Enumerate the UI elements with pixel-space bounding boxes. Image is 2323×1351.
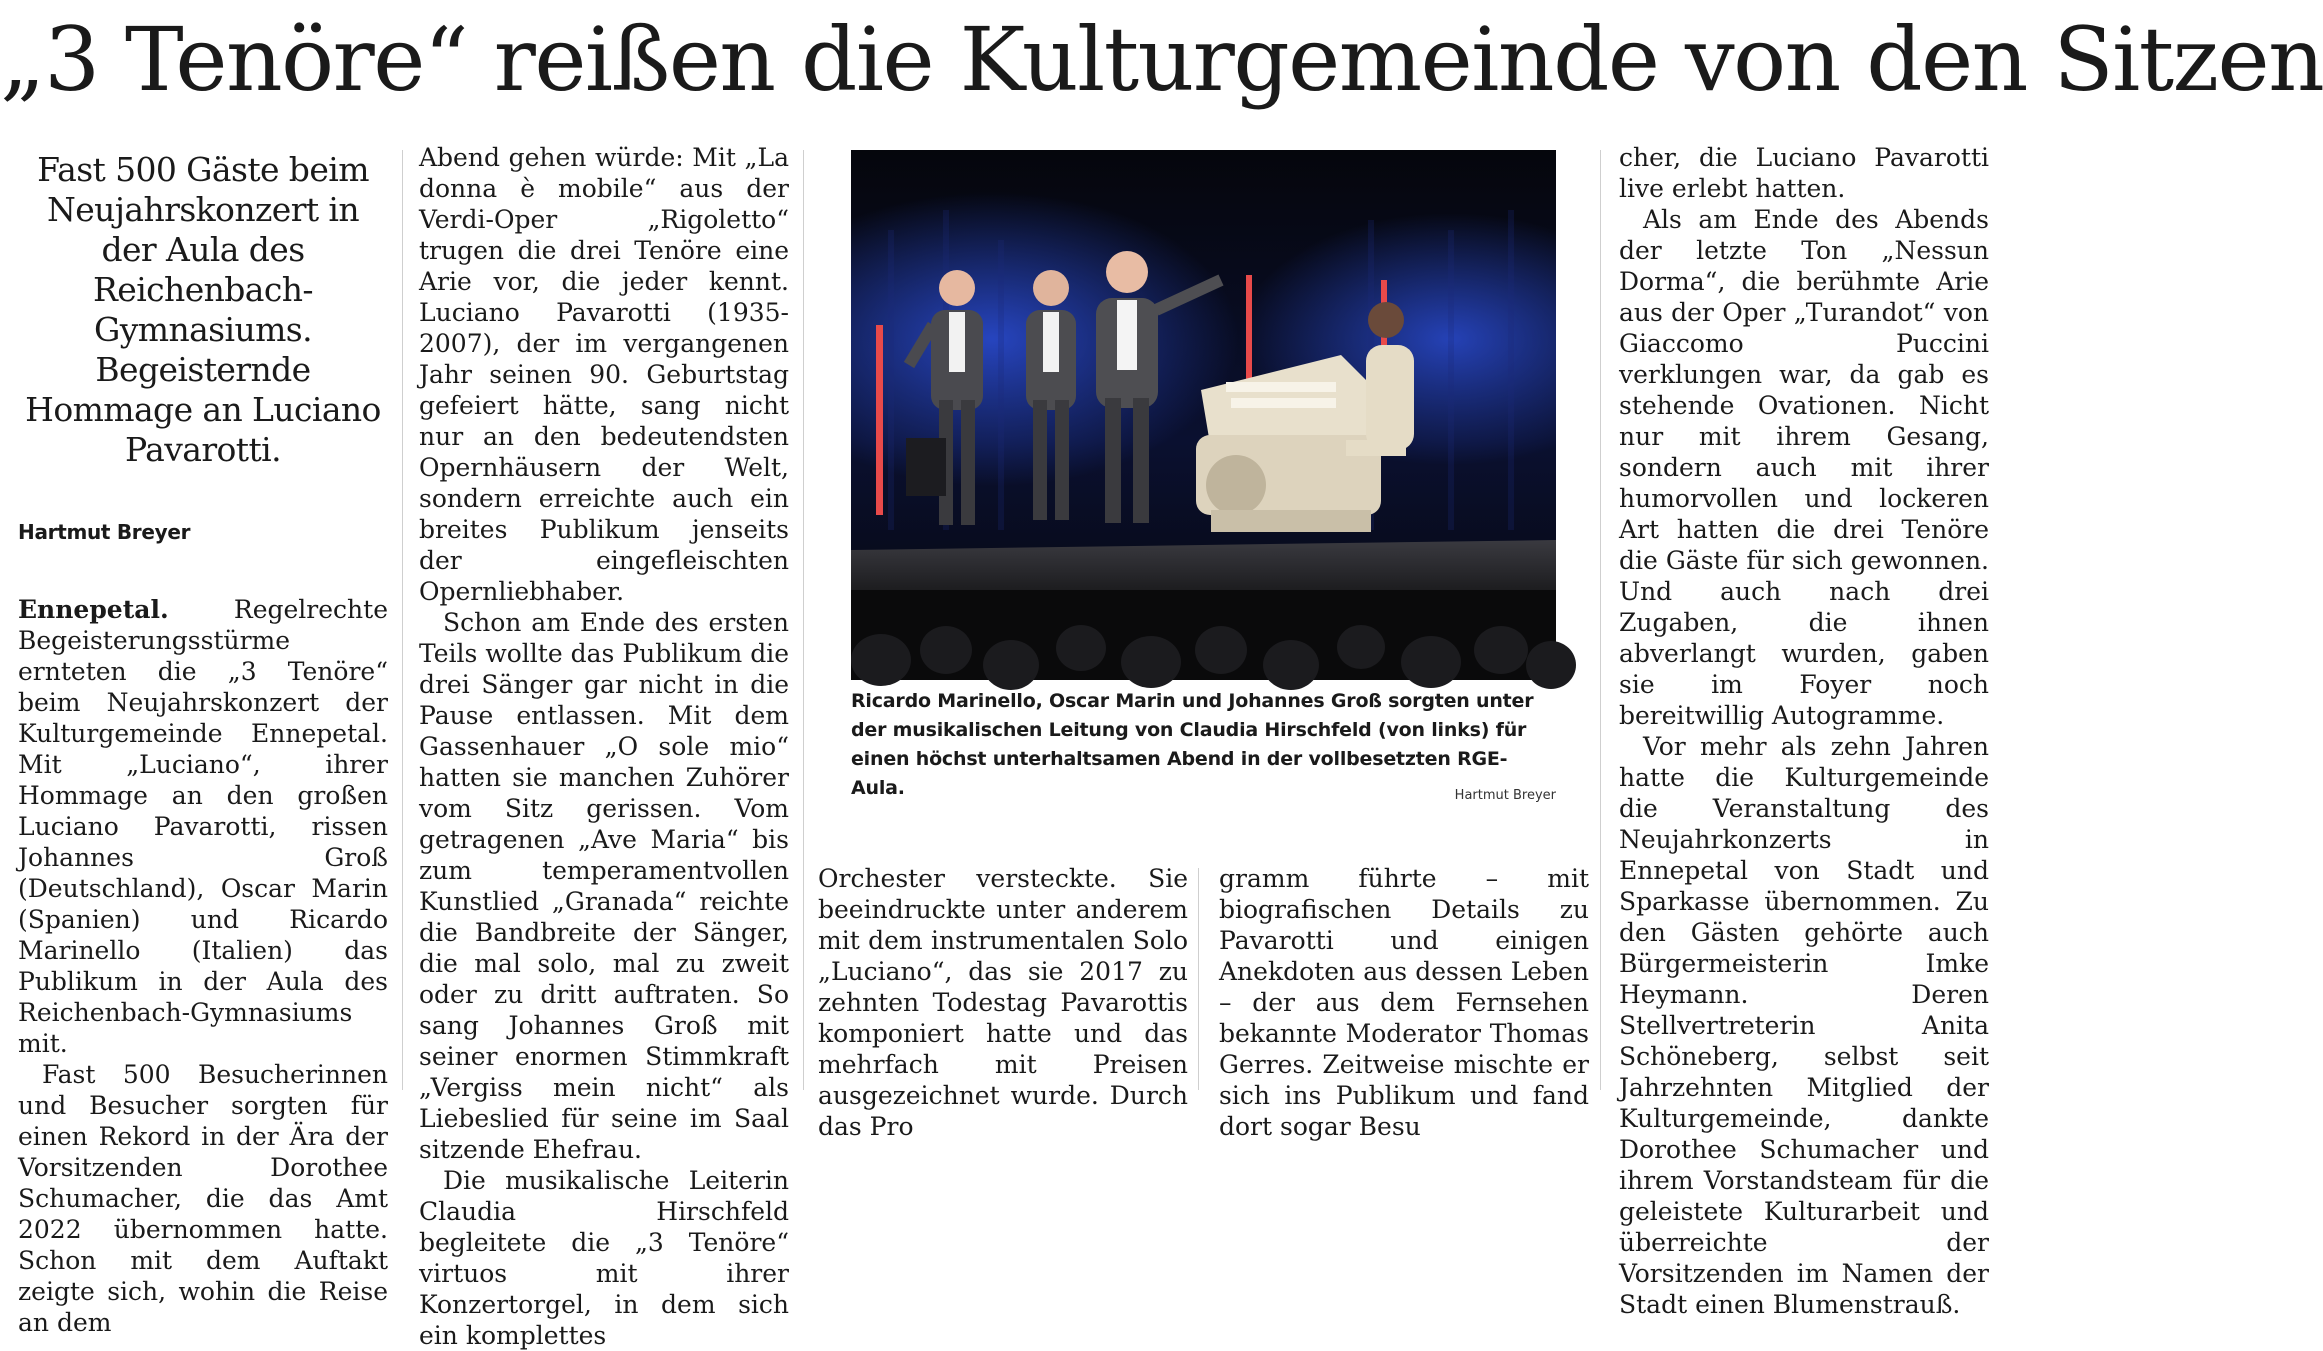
paragraph: Vor mehr als zehn Jahren hatte die Kulturgemeinde die Veranstaltung des Neujahrkonzerts in Ennepetal von Stadt und Sparkasse übernommen. Zu den Gästen gehörte auch Bürgermeisterin Imke Heymann. Deren Stellvertreterin Anita Schöneberg, selbst seit Jahrzehnten Mitglied der Kulturgemeinde, dankte Dorothee Schumacher und ihrem Vorstandsteam für die geleistete Kulturarbeit und überreichte der Vorsitzenden im Namen der Stadt einen Blumenstrauß.	[1619, 732, 1989, 1319]
author-byline: Hartmut Breyer	[18, 520, 191, 544]
column-rule	[402, 150, 403, 1090]
column-rule	[1600, 150, 1601, 1090]
stage-illustration	[851, 150, 1556, 680]
column-1-text	[18, 594, 388, 1338]
photo-credit: Hartmut Breyer	[1454, 788, 1556, 803]
paragraph-text: Regelrechte Begeisterungsstürme ernteten die „3 Tenöre“ beim Neujahrskonzert der Kulturgemeinde Ennepetal. Mit „Luciano“, ihrer Hommage an den großen Luciano Pavarotti, rissen Johannes Groß (Deutschland), Oscar Marin (Spanien) und Ricardo Marinello (Italien) das Publikum in der Aula des Reichenbach-Gymnasiums mit.	[18, 595, 388, 1058]
paragraph: gramm führte – mit biografischen Details zu Pavarotti und einigen Anekdoten aus dessen Leben – der aus dem Fernsehen bekannte Moderator Thomas Gerres. Zeitweise mischte er sich ins Publikum und fand dort sogar Besu	[1219, 864, 1589, 1141]
column-1	[18, 150, 388, 1338]
column-4	[1219, 863, 1589, 1142]
column-rule	[1198, 868, 1199, 1090]
paragraph: Als am Ende des Abends der letzte Ton „Nessun Dorma“, die berühmte Arie aus der Oper „Turandot“ von Giaccomo Puccini verklungen war, da gab es stehende Ovationen. Nicht nur mit ihrem Gesang, sondern auch mit ihrer humorvollen und lockeren Art hatten die drei Tenöre die Gäste für sich gewonnen. Und auch nach drei Zugaben, die ihnen abverlangt wurden, gaben sie im Foyer noch bereitwillig Autogramme.	[1619, 205, 1989, 730]
column-5	[1619, 142, 1989, 1320]
headline: „3 Tenöre“ reißen die Kulturgemeinde von den Sitzen	[0, 8, 2323, 111]
paragraph: Fast 500 Besucherinnen und Besucher sorgten für einen Rekord in der Ära der Vorsitzenden Dorothee Schumacher, die das Amt 2022 übernommen hatte. Schon mit dem Auftakt zeigte sich, wohin die Reise an dem	[18, 1060, 388, 1337]
concert-photo	[851, 150, 1556, 680]
dateline: Ennepetal.	[18, 595, 169, 624]
paragraph: Abend gehen würde: Mit „La donna è mobile“ aus der Verdi-Oper „Rigoletto“ trugen die drei Tenöre eine Arie vor, die jeder kennt. Luciano Pavarotti (1935-2007), der im vergangenen Jahr seinen 90. Geburtstag gefeiert hätte, sang nicht nur an den bedeutendsten Opernhäusern der Welt, sondern erreichte auch ein breites Publikum jenseits der eingefleischten Opernliebhaber.	[419, 143, 789, 606]
paragraph: cher, die Luciano Pavarotti live erlebt hatten.	[1619, 143, 1989, 203]
column-rule	[803, 150, 804, 1090]
column-3	[818, 863, 1188, 1142]
lead-paragraph	[18, 594, 388, 1059]
paragraph: Orchester versteckte. Sie beeindruckte unter anderem mit dem instrumentalen Solo „Luciano“, das sie 2017 zu zehnten Todestag Pavarottis komponiert hatte und das mehrfach mit Preisen ausgezeichnet wurde. Durch das Pro	[818, 864, 1188, 1141]
subheadline: Fast 500 Gäste beim Neujahrskonzert in der Aula des Reichenbach-Gymnasiums. Begeisternde Hommage an Luciano Pavarotti.	[25, 150, 381, 469]
paragraph: Schon am Ende des ersten Teils wollte das Publikum die drei Sänger gar nicht in die Pause entlassen. Mit dem Gassenhauer „O sole mio“ hatten sie manchen Zuhörer vom Sitz gerissen. Vom getragenen „Ave Maria“ bis zum temperamentvollen Kunstlied „Granada“ reichte die Bandbreite der Sänger, die mal solo, mal zu zweit oder zu dritt auftraten. So sang Johannes Groß mit seiner enormen Stimmkraft „Vergiss mein nicht“ als Liebeslied für seine im Saal sitzende Ehefrau.	[419, 608, 789, 1164]
paragraph: Die musikalische Leiterin Claudia Hirschfeld begleitete die „3 Tenöre“ virtuos mit ihrer Konzertorgel, in dem sich ein komplettes	[419, 1166, 789, 1350]
column-2	[419, 142, 789, 1351]
photo-caption: Ricardo Marinello, Oscar Marin und Johannes Groß sorgten unter der musikalischen Leitung von Claudia Hirschfeld (von links) für einen höchst unterhaltsamen Abend in der vollbesetzten RGE-Aula.	[851, 690, 1534, 799]
